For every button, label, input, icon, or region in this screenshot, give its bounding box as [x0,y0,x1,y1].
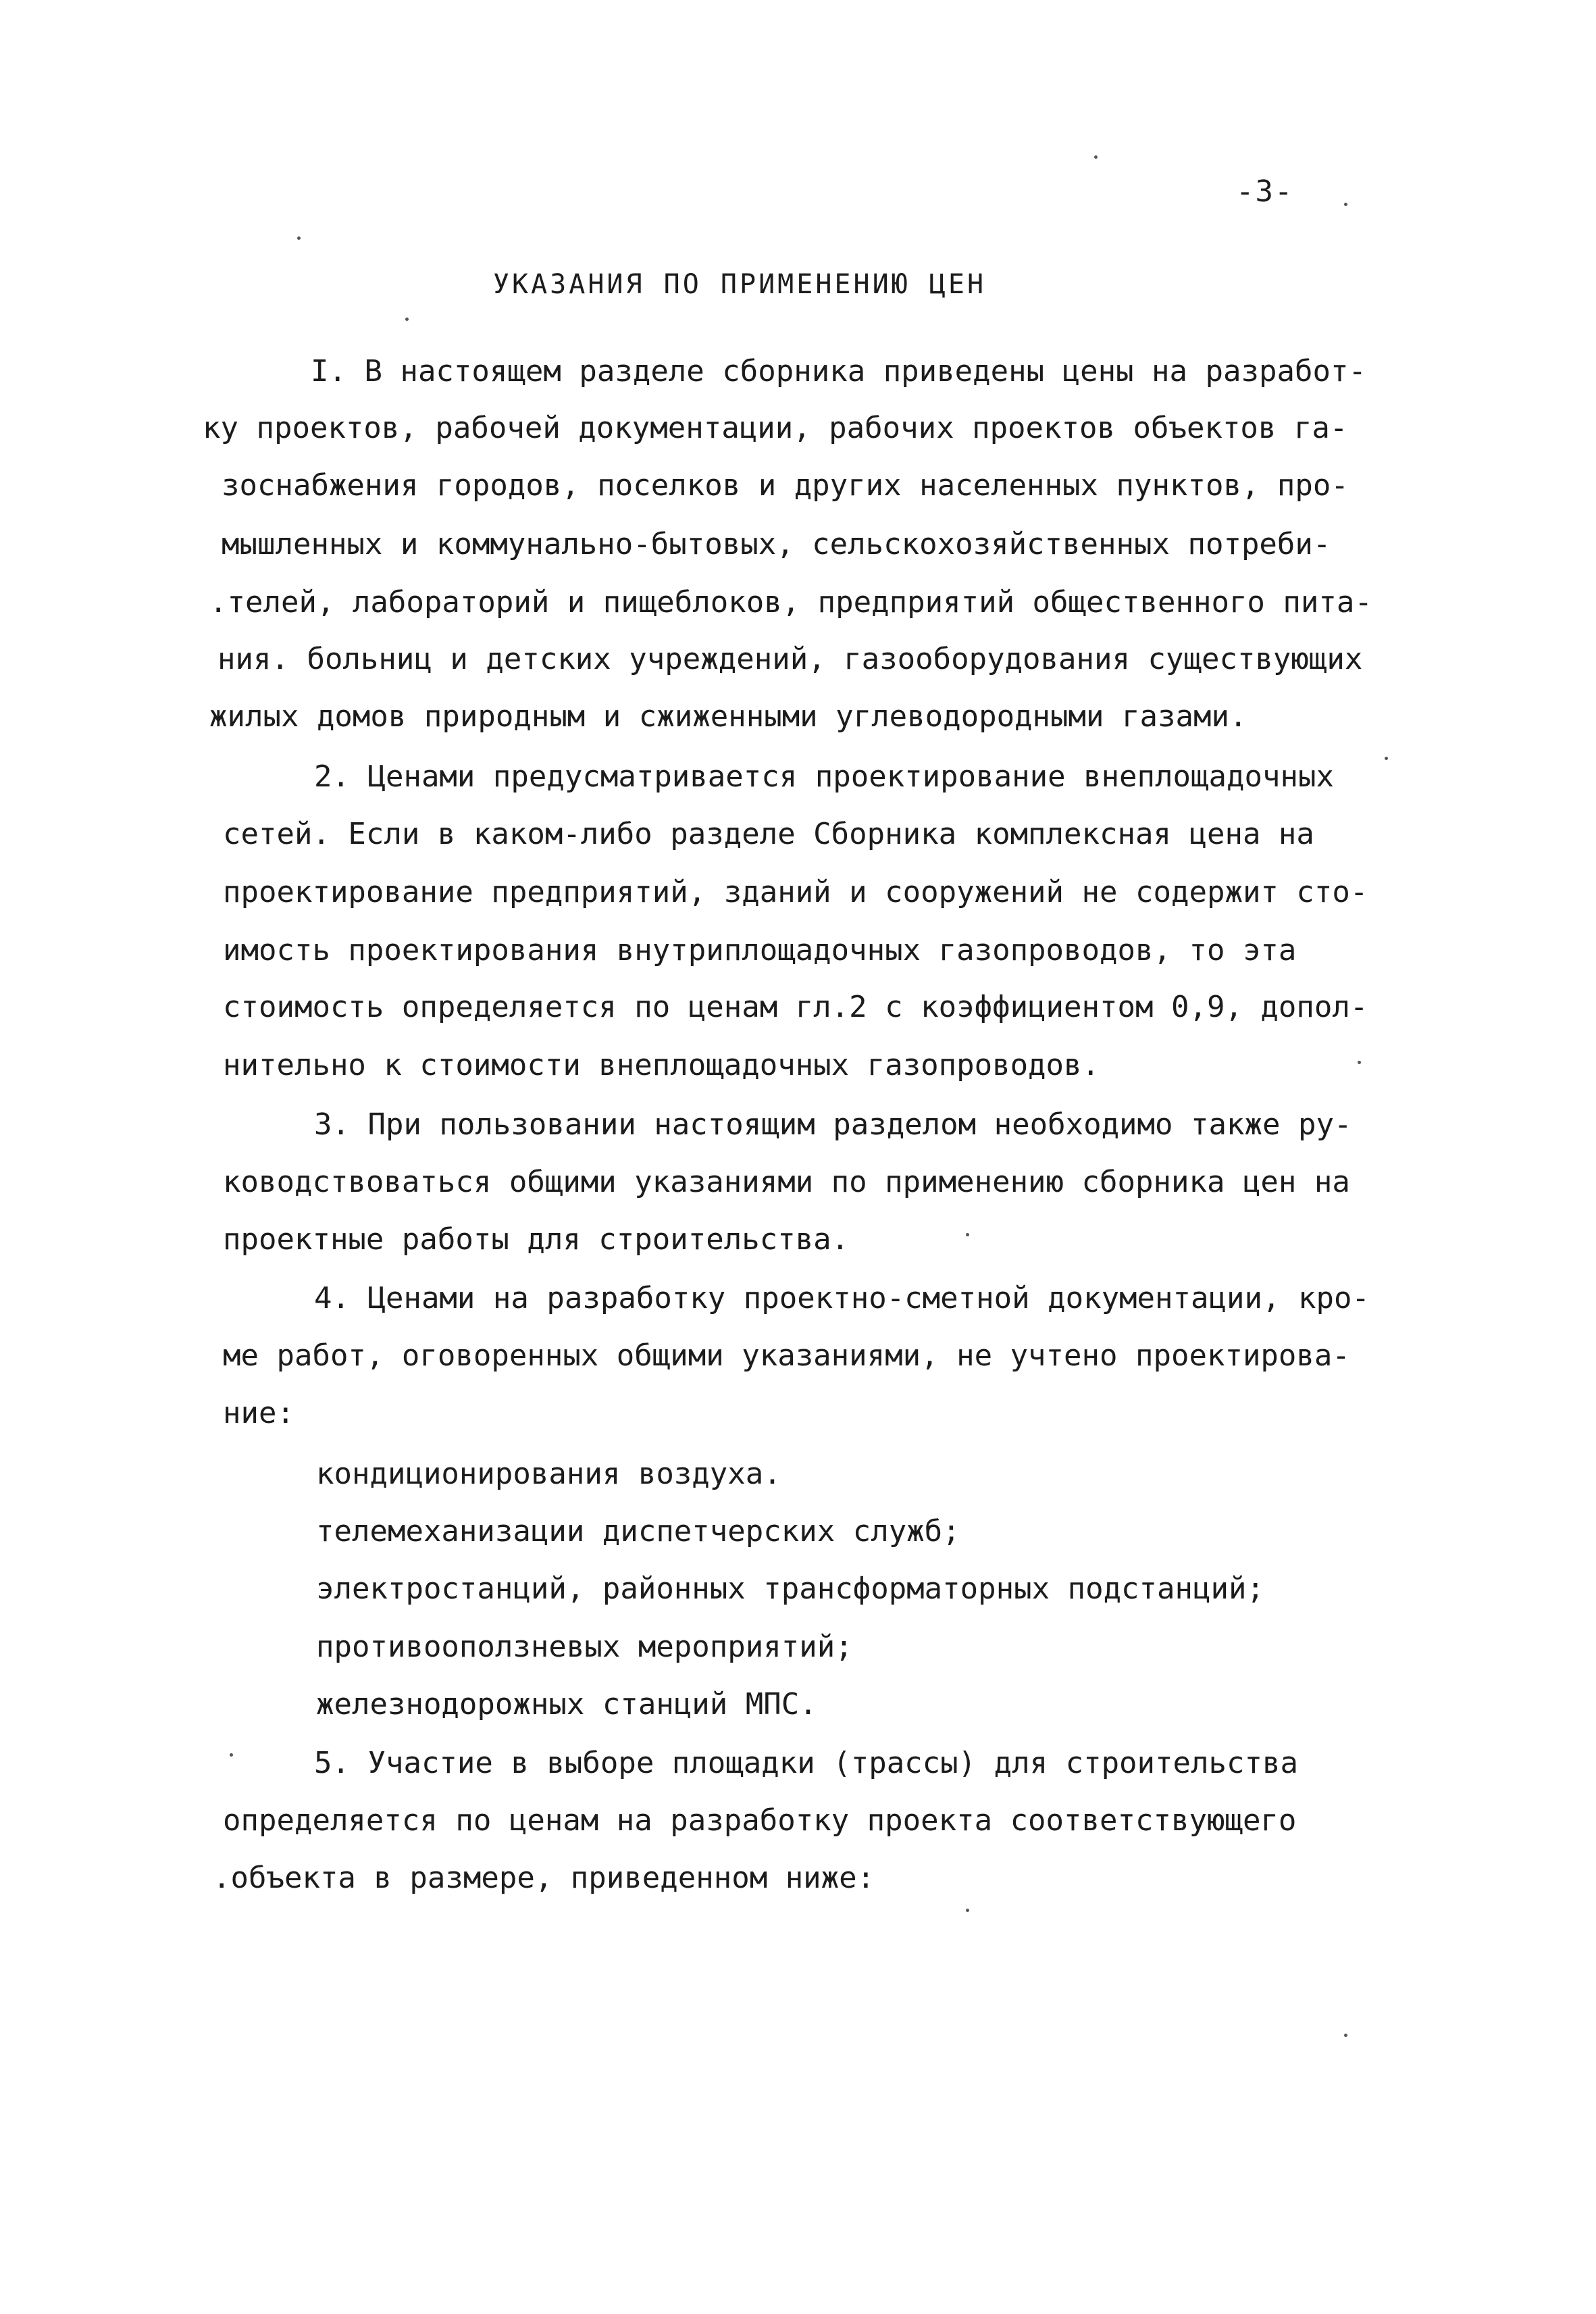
list-item: телемеханизации диспетчерских служб; [316,1514,960,1549]
scan-speck [297,236,301,240]
page-number: -3- [1236,174,1294,209]
list-item: железнодорожных станций МПС. [316,1687,817,1721]
scan-speck [966,1909,969,1912]
scan-speck [1344,2034,1347,2037]
text-line: мышленных и коммунально-бытовых, сельскохозяйственных потреби- [222,527,1331,561]
text-line: жилых домов природным и сжиженными углеводородными газами. [209,699,1247,734]
text-line: нительно к стоимости внеплощадочных газопроводов. [223,1048,1100,1082]
text-line: ководствоваться общими указаниями по применению сборника цен на [223,1165,1350,1199]
list-item: противооползневых мероприятий; [316,1630,853,1664]
text-line: стоимость определяется по ценам гл.2 с коэффициентом 0,9, допол- [223,990,1368,1024]
scan-speck [405,318,409,321]
text-line: имость проектирования внутриплощадочных газопроводов, то эта [223,933,1297,967]
text-line: 5. Участие в выборе площадки (трассы) для строительства [314,1746,1298,1780]
scan-speck [1385,757,1388,760]
text-line: .телей, лабораторий и пищеблоков, предприятий общественного пита- [209,585,1372,620]
text-line: .объекта в размере, приведенном ниже: [213,1861,875,1895]
text-line: ме работ, оговоренных общими указаниями, не учтено проектирова- [223,1338,1350,1373]
text-line: ние: [223,1396,294,1430]
text-line: 4. Ценами на разработку проектно-сметной документации, кро- [314,1281,1370,1315]
scan-speck [230,1753,233,1757]
section-title: УКАЗАНИЯ ПО ПРИМЕНЕНИЮ ЦЕН [492,269,987,300]
text-line: сетей. Если в каком-либо разделе Сборника комплексная цена на [223,817,1314,851]
scan-speck [1094,155,1098,159]
scan-speck [966,1233,969,1236]
list-item: электростанций, районных трансформаторных подстанций; [316,1571,1264,1606]
text-line: 2. Ценами предусматривается проектирование внеплощадочных [314,759,1334,794]
text-line: 3. При пользовании настоящим разделом необходимо также ру- [314,1107,1352,1142]
text-line: зоснабжения городов, поселков и других населенных пунктов, про- [222,468,1349,503]
text-line: I. В настоящем разделе сборника приведены цены на разработ- [311,354,1366,388]
scan-speck [1358,1061,1361,1064]
text-line: проектирование предприятий, зданий и сооружений не содержит сто- [223,875,1368,909]
text-line: ку проектов, рабочей документации, рабочих проектов объектов га- [203,411,1348,445]
text-line: определяется по ценам на разработку проекта соответствующего [223,1803,1297,1838]
list-item: кондиционирования воздуха. [316,1457,781,1491]
scan-speck [1344,203,1347,206]
text-line: ния. больниц и детских учреждений, газооборудования существующих [217,642,1363,676]
text-line: проектные работы для строительства. [223,1222,850,1257]
